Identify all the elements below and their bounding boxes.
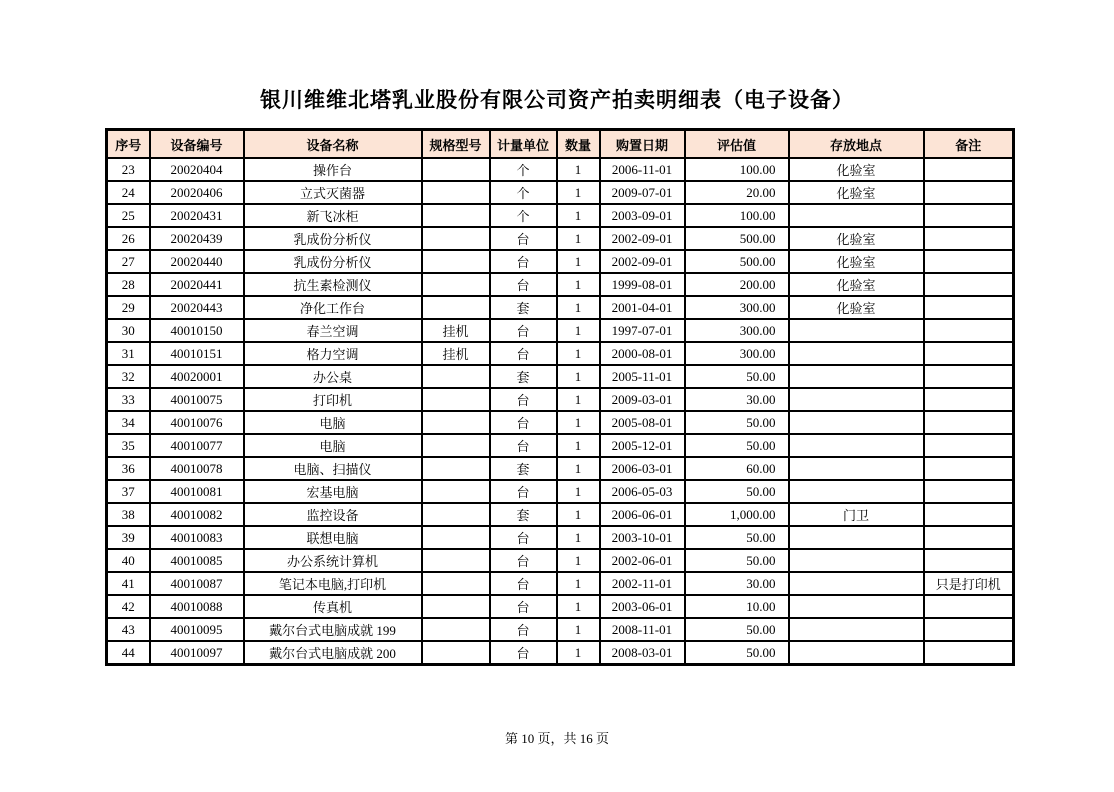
table-cell: 31 [107, 342, 150, 365]
table-cell: 1 [557, 434, 600, 457]
table-cell: 乳成份分析仪 [244, 250, 422, 273]
table-cell: 挂机 [422, 319, 490, 342]
table-cell [924, 250, 1014, 273]
table-row [107, 388, 1014, 411]
table-cell: 2009-07-01 [600, 181, 685, 204]
table-cell: 个 [490, 181, 557, 204]
table-row [107, 572, 1014, 595]
table-cell [924, 296, 1014, 319]
table-cell: 1 [557, 503, 600, 526]
table-row [107, 434, 1014, 457]
table-cell: 台 [490, 411, 557, 434]
table-cell: 40 [107, 549, 150, 572]
table-cell: 300.00 [685, 296, 789, 319]
table-cell [789, 457, 924, 480]
table-cell [422, 526, 490, 549]
table-cell: 乳成份分析仪 [244, 227, 422, 250]
table-cell: 40010078 [150, 457, 244, 480]
table-cell: 台 [490, 572, 557, 595]
table-cell: 23 [107, 158, 150, 181]
table-cell: 40010075 [150, 388, 244, 411]
table-cell: 立式灭菌器 [244, 181, 422, 204]
table-cell: 2003-10-01 [600, 526, 685, 549]
table-cell: 台 [490, 227, 557, 250]
table-cell: 20020439 [150, 227, 244, 250]
table-cell: 20020441 [150, 273, 244, 296]
table-cell [924, 503, 1014, 526]
table-cell: 净化工作台 [244, 296, 422, 319]
table-cell: 1 [557, 342, 600, 365]
table-cell: 40010077 [150, 434, 244, 457]
table-cell: 36 [107, 457, 150, 480]
table-cell: 41 [107, 572, 150, 595]
table-cell [422, 227, 490, 250]
table-cell [924, 411, 1014, 434]
table-cell: 30.00 [685, 572, 789, 595]
table-cell: 电脑、扫描仪 [244, 457, 422, 480]
table-cell: 40010095 [150, 618, 244, 641]
table-cell: 台 [490, 480, 557, 503]
table-cell: 戴尔台式电脑成就 200 [244, 641, 422, 665]
table-cell: 40010151 [150, 342, 244, 365]
table-cell: 1 [557, 480, 600, 503]
table-cell: 化验室 [789, 181, 924, 204]
table-cell [422, 204, 490, 227]
table-cell: 1 [557, 618, 600, 641]
table-cell [789, 204, 924, 227]
table-row [107, 503, 1014, 526]
table-header-row [107, 130, 1014, 159]
table-cell: 30 [107, 319, 150, 342]
table-cell: 37 [107, 480, 150, 503]
table-cell: 2002-09-01 [600, 250, 685, 273]
table-cell [789, 526, 924, 549]
table-cell: 1 [557, 273, 600, 296]
table-cell: 39 [107, 526, 150, 549]
column-header: 规格型号 [422, 130, 490, 159]
table-cell: 20020443 [150, 296, 244, 319]
table-cell: 只是打印机 [924, 572, 1014, 595]
table-cell: 25 [107, 204, 150, 227]
table-row [107, 342, 1014, 365]
table-cell: 100.00 [685, 204, 789, 227]
table-cell: 台 [490, 273, 557, 296]
table-cell [789, 595, 924, 618]
table-cell: 26 [107, 227, 150, 250]
table-cell: 1 [557, 549, 600, 572]
table-cell: 1 [557, 158, 600, 181]
table-cell [924, 227, 1014, 250]
table-cell: 100.00 [685, 158, 789, 181]
table-cell: 2002-06-01 [600, 549, 685, 572]
column-header: 设备编号 [150, 130, 244, 159]
table-cell: 2002-11-01 [600, 572, 685, 595]
table-cell: 化验室 [789, 296, 924, 319]
table-cell: 1 [557, 319, 600, 342]
table-cell [422, 250, 490, 273]
table-cell: 办公系统计算机 [244, 549, 422, 572]
table-cell [422, 549, 490, 572]
table-cell: 套 [490, 296, 557, 319]
table-cell: 2006-03-01 [600, 457, 685, 480]
table-cell: 35 [107, 434, 150, 457]
table-cell: 2008-03-01 [600, 641, 685, 665]
column-header: 序号 [107, 130, 150, 159]
table-cell [924, 434, 1014, 457]
table-cell [924, 204, 1014, 227]
table-cell: 40010076 [150, 411, 244, 434]
table-cell: 化验室 [789, 273, 924, 296]
table-row [107, 411, 1014, 434]
table-cell [422, 411, 490, 434]
table-row [107, 618, 1014, 641]
table-row [107, 273, 1014, 296]
table-cell: 1 [557, 457, 600, 480]
table-cell: 32 [107, 365, 150, 388]
table-cell: 1 [557, 411, 600, 434]
table-cell: 操作台 [244, 158, 422, 181]
table-cell: 40010087 [150, 572, 244, 595]
table-cell: 台 [490, 250, 557, 273]
table-cell: 500.00 [685, 227, 789, 250]
table-cell [422, 503, 490, 526]
table-cell: 个 [490, 158, 557, 181]
table-cell: 办公桌 [244, 365, 422, 388]
table-cell [422, 388, 490, 411]
table-cell [422, 158, 490, 181]
table-cell [422, 296, 490, 319]
table-cell [789, 549, 924, 572]
column-header: 评估值 [685, 130, 789, 159]
table-cell: 1 [557, 204, 600, 227]
table-row [107, 365, 1014, 388]
page-title: 银川维维北塔乳业股份有限公司资产拍卖明细表（电子设备） [260, 89, 854, 112]
table-cell: 40010097 [150, 641, 244, 665]
table-row [107, 227, 1014, 250]
table-cell [924, 181, 1014, 204]
table-cell: 20020440 [150, 250, 244, 273]
column-header: 备注 [924, 130, 1014, 159]
table-cell: 2009-03-01 [600, 388, 685, 411]
table-cell: 套 [490, 365, 557, 388]
table-cell [789, 411, 924, 434]
table-cell [924, 641, 1014, 665]
table-cell [789, 641, 924, 665]
table-cell [422, 641, 490, 665]
table-cell: 40020001 [150, 365, 244, 388]
table-cell: 40010082 [150, 503, 244, 526]
asset-auction-table [105, 128, 1015, 666]
table-cell [422, 365, 490, 388]
table-cell: 30.00 [685, 388, 789, 411]
table-cell [789, 342, 924, 365]
table-row [107, 526, 1014, 549]
table-cell: 1 [557, 526, 600, 549]
table-cell: 1 [557, 365, 600, 388]
table-cell: 50.00 [685, 549, 789, 572]
table-cell: 50.00 [685, 365, 789, 388]
table-cell: 20020406 [150, 181, 244, 204]
column-header: 计量单位 [490, 130, 557, 159]
table-cell: 挂机 [422, 342, 490, 365]
table-cell: 2000-08-01 [600, 342, 685, 365]
table-cell: 20020431 [150, 204, 244, 227]
table-cell [924, 388, 1014, 411]
table-cell [422, 273, 490, 296]
table-cell: 27 [107, 250, 150, 273]
table-cell [422, 434, 490, 457]
table-cell: 38 [107, 503, 150, 526]
table-cell: 24 [107, 181, 150, 204]
table-cell: 60.00 [685, 457, 789, 480]
table-cell [422, 181, 490, 204]
table-cell [924, 273, 1014, 296]
table-cell: 20020404 [150, 158, 244, 181]
table-cell [924, 526, 1014, 549]
table-cell: 50.00 [685, 480, 789, 503]
table-cell: 2002-09-01 [600, 227, 685, 250]
table-cell: 1 [557, 227, 600, 250]
table-cell: 20.00 [685, 181, 789, 204]
column-header: 数量 [557, 130, 600, 159]
table-cell: 电脑 [244, 411, 422, 434]
table-cell: 台 [490, 526, 557, 549]
table-cell: 戴尔台式电脑成就 199 [244, 618, 422, 641]
table-cell [789, 434, 924, 457]
table-cell: 1 [557, 572, 600, 595]
table-cell [422, 480, 490, 503]
table-cell: 44 [107, 641, 150, 665]
table-cell: 春兰空调 [244, 319, 422, 342]
table-cell: 33 [107, 388, 150, 411]
table-cell: 300.00 [685, 319, 789, 342]
table-cell [924, 365, 1014, 388]
table-cell: 台 [490, 434, 557, 457]
table-cell [924, 158, 1014, 181]
table-cell: 40010083 [150, 526, 244, 549]
table-cell [924, 618, 1014, 641]
table-cell: 门卫 [789, 503, 924, 526]
table-row [107, 549, 1014, 572]
table-cell: 1,000.00 [685, 503, 789, 526]
table-cell: 宏基电脑 [244, 480, 422, 503]
page-number-footer: 第 10 页，共 16 页 [504, 731, 609, 746]
table-cell: 1 [557, 296, 600, 319]
table-cell: 42 [107, 595, 150, 618]
table-cell: 1 [557, 181, 600, 204]
table-row [107, 204, 1014, 227]
table-cell: 1997-07-01 [600, 319, 685, 342]
table-cell: 50.00 [685, 618, 789, 641]
table-cell [924, 319, 1014, 342]
table-cell: 43 [107, 618, 150, 641]
table-cell: 50.00 [685, 526, 789, 549]
table-cell: 2005-12-01 [600, 434, 685, 457]
column-header: 存放地点 [789, 130, 924, 159]
table-row [107, 595, 1014, 618]
table-cell: 打印机 [244, 388, 422, 411]
table-cell [789, 480, 924, 503]
table-cell: 台 [490, 342, 557, 365]
table-cell: 10.00 [685, 595, 789, 618]
table-cell: 2005-11-01 [600, 365, 685, 388]
table-row [107, 158, 1014, 181]
table-cell: 2001-04-01 [600, 296, 685, 319]
table-cell: 2003-06-01 [600, 595, 685, 618]
table-cell [422, 595, 490, 618]
table-row [107, 641, 1014, 665]
table-cell: 40010088 [150, 595, 244, 618]
table-cell: 套 [490, 503, 557, 526]
table-cell: 台 [490, 595, 557, 618]
table-cell [422, 618, 490, 641]
table-cell: 40010150 [150, 319, 244, 342]
table-cell: 34 [107, 411, 150, 434]
table-cell [789, 365, 924, 388]
table-cell: 笔记本电脑,打印机 [244, 572, 422, 595]
table-cell: 50.00 [685, 434, 789, 457]
table-row [107, 457, 1014, 480]
table-cell: 化验室 [789, 250, 924, 273]
table-row [107, 319, 1014, 342]
table-cell: 新飞冰柜 [244, 204, 422, 227]
table-cell: 抗生素检测仪 [244, 273, 422, 296]
table-cell: 2003-09-01 [600, 204, 685, 227]
table-cell: 2008-11-01 [600, 618, 685, 641]
table-cell [422, 457, 490, 480]
table-cell [924, 549, 1014, 572]
table-cell: 50.00 [685, 411, 789, 434]
table-cell: 化验室 [789, 158, 924, 181]
table-cell: 500.00 [685, 250, 789, 273]
column-header: 设备名称 [244, 130, 422, 159]
table-row [107, 296, 1014, 319]
table-cell: 2005-08-01 [600, 411, 685, 434]
table-cell [422, 572, 490, 595]
table-cell [924, 457, 1014, 480]
table-cell [924, 480, 1014, 503]
table-cell: 29 [107, 296, 150, 319]
table-cell: 2006-11-01 [600, 158, 685, 181]
table-cell: 1 [557, 641, 600, 665]
table-cell: 1 [557, 250, 600, 273]
table-cell: 50.00 [685, 641, 789, 665]
table-cell: 1 [557, 595, 600, 618]
table-cell: 台 [490, 641, 557, 665]
table-cell: 1999-08-01 [600, 273, 685, 296]
table-cell: 28 [107, 273, 150, 296]
table-cell: 1 [557, 388, 600, 411]
table-row [107, 250, 1014, 273]
table-cell [789, 572, 924, 595]
table-cell [789, 618, 924, 641]
table-cell: 监控设备 [244, 503, 422, 526]
table-cell [924, 342, 1014, 365]
table-cell: 2006-06-01 [600, 503, 685, 526]
table-cell: 40010085 [150, 549, 244, 572]
table-cell: 台 [490, 319, 557, 342]
table-cell: 40010081 [150, 480, 244, 503]
table-cell: 台 [490, 549, 557, 572]
table-cell: 300.00 [685, 342, 789, 365]
table-cell: 格力空调 [244, 342, 422, 365]
table-cell: 个 [490, 204, 557, 227]
table-cell [924, 595, 1014, 618]
table-cell: 200.00 [685, 273, 789, 296]
table-cell [789, 319, 924, 342]
table-cell: 台 [490, 388, 557, 411]
column-header: 购置日期 [600, 130, 685, 159]
table-cell: 2006-05-03 [600, 480, 685, 503]
table-cell: 套 [490, 457, 557, 480]
table-cell [789, 388, 924, 411]
table-cell: 联想电脑 [244, 526, 422, 549]
table-row [107, 181, 1014, 204]
table-cell: 传真机 [244, 595, 422, 618]
table-cell: 化验室 [789, 227, 924, 250]
table-row [107, 480, 1014, 503]
table-cell: 电脑 [244, 434, 422, 457]
table-cell: 台 [490, 618, 557, 641]
